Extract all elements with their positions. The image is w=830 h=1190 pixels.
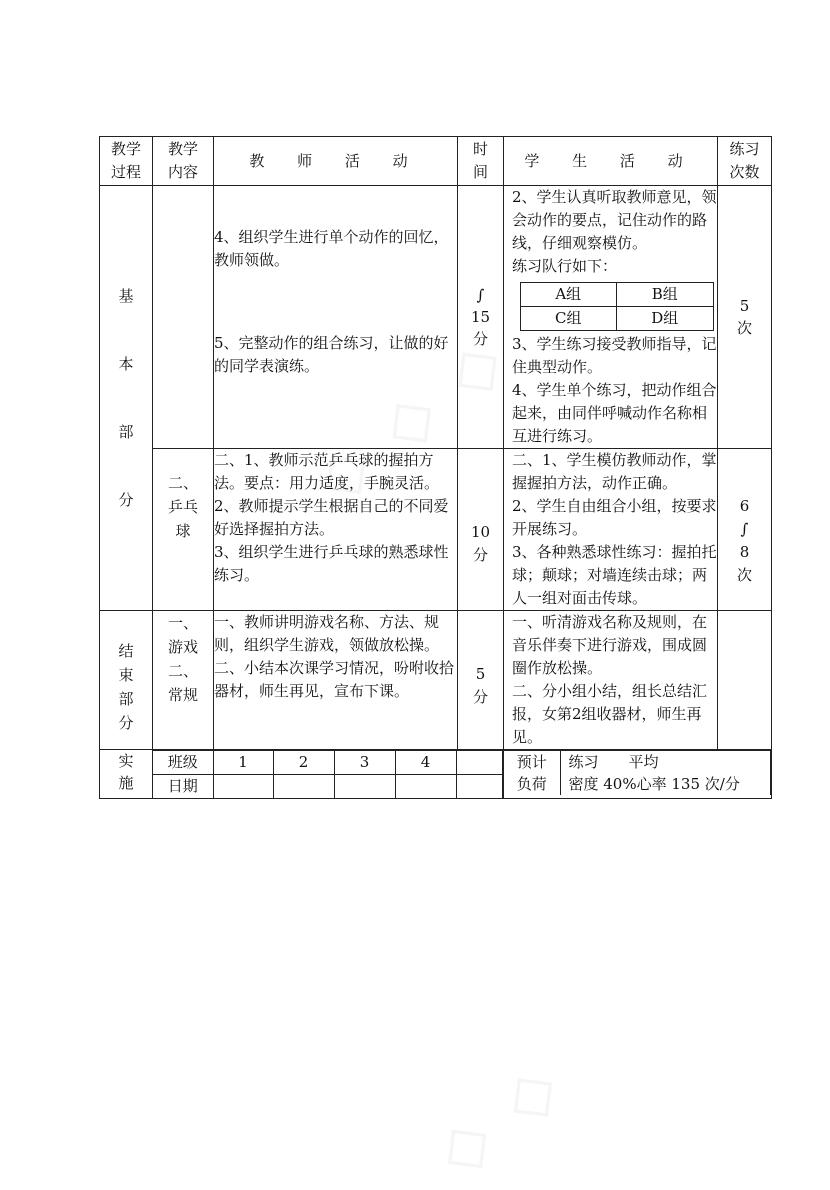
ending-count-cell: [718, 611, 772, 750]
teacher-pingpong-2: 2、教师提示学生根据自己的不同爱好选择握拍方法。: [214, 497, 449, 538]
header-student-activity: 学 生 活 动: [504, 137, 718, 186]
teacher-game: 一、教师讲明游戏名称、方法、规则，组织学生游戏，领做放松操。: [214, 613, 440, 654]
student-game: 一、听清游戏名称及规则，在音乐伴奏下进行游戏，围成圆圈作放松操。: [512, 613, 708, 677]
date-label: 日期: [153, 775, 213, 799]
group-d: D组: [616, 307, 713, 331]
header-process: 教学 过程: [100, 137, 153, 186]
density-line-1: 练习 平均: [568, 753, 659, 771]
student-step-4: 4、学生单个练习，把动作组合起来，由同伴呼喊动作名称相互进行练习。: [512, 381, 717, 445]
implementation-class-cell: [153, 750, 504, 799]
basic-time-cell-1: ∫ 15 分: [458, 186, 504, 449]
header-time: 时 间: [458, 137, 504, 186]
watermark-glyphs-lower: [422, 1045, 577, 1190]
teacher-step-4: 4、组织学生进行单个动作的回忆，教师领做。: [214, 228, 449, 269]
date-4: [395, 775, 456, 799]
implementation-row: [100, 750, 772, 799]
load-grid: [504, 750, 771, 795]
class-blank: [456, 751, 503, 775]
student-step-3: 3、学生练习接受教师指导，记住典型动作。: [512, 335, 717, 376]
implementation-label-cell: 实 施: [100, 750, 153, 799]
formation-grid: [520, 282, 714, 331]
basic-time-cell-2: 10 分: [458, 449, 504, 611]
basic-process-cell: 基 本 部 分: [100, 186, 153, 611]
teacher-pingpong-3: 3、组织学生进行乒乓球的熟悉球性练习。: [214, 543, 449, 584]
header-content: 教学 内容: [153, 137, 214, 186]
class-date-grid: [153, 750, 503, 798]
basic-student-cell-1: [504, 186, 718, 449]
density-cell: [560, 751, 771, 796]
student-pingpong-1: 二、1、学生模仿教师动作，掌握握拍方法，动作正确。: [512, 451, 717, 492]
formation-title: 练习队行如下：: [512, 257, 618, 275]
student-step-2: 2、学生认真听取教师意见，领会动作的要点，记住动作的路线，仔细观察模仿。: [512, 188, 717, 252]
basic-count-cell-1: 5 次: [718, 186, 772, 449]
load-label: 预计 负荷: [504, 751, 560, 796]
class-3: 3: [334, 751, 395, 775]
class-4: 4: [395, 751, 456, 775]
class-label: 班级: [153, 751, 213, 775]
group-c: C组: [521, 307, 617, 331]
student-pingpong-2: 2、学生自由组合小组，按要求开展练习。: [512, 497, 717, 538]
student-pingpong-3: 3、各种熟悉球性练习：握拍托球；颠球；对墙连续击球；两人一组对面击传球。: [512, 543, 717, 607]
basic-student-cell-2: [504, 449, 718, 611]
basic-content-cell-2: 二、 乒乓 球: [153, 449, 214, 611]
header-teacher-activity: 教 师 活 动: [214, 137, 458, 186]
teacher-pingpong-1: 二、1、教师示范乒乓球的握拍方法。要点：用力适度，手腕灵活。: [214, 451, 440, 492]
header-practice-count: 练习 次数: [718, 137, 772, 186]
basic-content-cell-1: [153, 186, 214, 449]
teacher-summary: 二、小结本次课学习情况，吩咐收拾器材，师生再见，宣布下课。: [214, 659, 455, 700]
date-blank: [456, 775, 503, 799]
density-line-2: 密度 40%心率 135 次/分: [568, 775, 740, 793]
ending-student-cell: [504, 611, 718, 750]
ending-teacher-cell: [214, 611, 458, 750]
class-2: 2: [273, 751, 334, 775]
student-summary: 二、分小组小结，组长总结汇报，女第2组收器材，师生再见。: [512, 682, 708, 746]
basic-row-2: [100, 449, 772, 611]
group-a: A组: [521, 283, 617, 307]
date-3: [334, 775, 395, 799]
date-1: [213, 775, 273, 799]
header-row: [100, 137, 772, 186]
ending-content-cell: 一、 游戏 二、 常规: [153, 611, 214, 750]
implementation-load-cell: [504, 750, 772, 799]
group-b: B组: [616, 283, 713, 307]
ending-time-cell: 5 分: [458, 611, 504, 750]
class-1: 1: [213, 751, 273, 775]
teacher-step-5: 5、完整动作的组合练习，让做的好的同学表演练。: [214, 334, 449, 375]
ending-row: [100, 611, 772, 750]
basic-count-cell-2: 6 ∫ 8 次: [718, 449, 772, 611]
lesson-plan-table: [99, 136, 772, 799]
ending-process-cell: 结 束 部 分: [100, 611, 153, 750]
date-2: [273, 775, 334, 799]
